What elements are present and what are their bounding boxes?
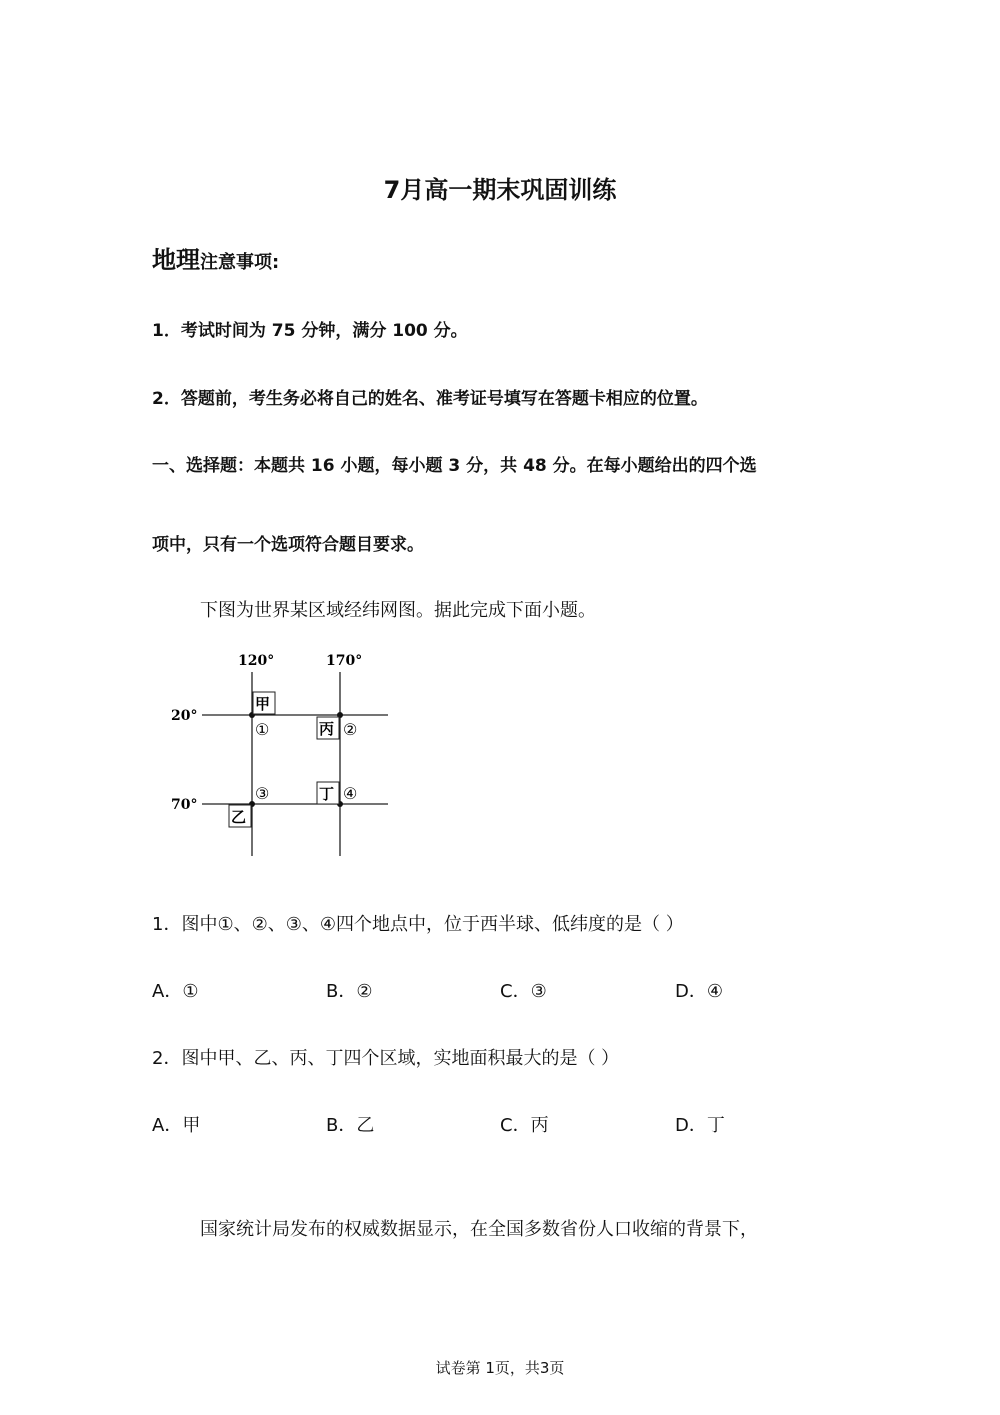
lon-label-170: 170° (326, 653, 363, 669)
q1-option-b: B．② (326, 981, 373, 1002)
q1-option-c: C．③ (500, 981, 547, 1002)
intro-text: 下图为世界某区域经纬网图。据此完成下面小题。 (200, 600, 596, 621)
notice-heading: 注意事项: (200, 252, 280, 273)
page-footer: 试卷第 1页，共3页 (435, 1359, 565, 1377)
question-2-stem: 2．图中甲、乙、丙、丁四个区域，实地面积最大的是（ ） (152, 1048, 620, 1069)
subject-label: 地理 (152, 246, 200, 274)
subject-line (152, 240, 279, 275)
point-3: ③ (255, 784, 270, 803)
region-yi: 乙 (231, 808, 247, 826)
q2-option-a: A．甲 (152, 1115, 201, 1136)
note-1: 1．考试时间为 75 分钟，满分 100 分。 (152, 321, 468, 341)
region-bing: 丙 (319, 720, 335, 738)
q2-option-d: D．丁 (675, 1115, 725, 1136)
q1-option-a: A．① (152, 981, 199, 1002)
question-1-stem: 1．图中①、②、③、④四个地点中，位于西半球、低纬度的是（ ） (152, 914, 684, 935)
point-1: ① (255, 720, 270, 739)
region-jia: 甲 (255, 695, 271, 713)
section-heading-line2: 项中，只有一个选项符合题目要求。 (152, 535, 424, 555)
note-2: 2．答题前，考生务必将自己的姓名、准考证号填写在答题卡相应的位置。 (152, 389, 708, 409)
point-2: ② (343, 720, 358, 739)
lon-label-120: 120° (238, 653, 275, 669)
q2-option-c: C．丙 (500, 1115, 549, 1136)
graticule-map (160, 645, 400, 865)
point-4: ④ (343, 784, 358, 803)
q2-option-b: B．乙 (326, 1115, 375, 1136)
passage-start: 国家统计局发布的权威数据显示，在全国多数省份人口收缩的背景下， (200, 1219, 758, 1240)
lat-label-70: 70° (171, 797, 198, 813)
section-heading-line1: 一、选择题：本题共 16 小题，每小题 3 分，共 48 分。在每小题给出的四个选 (152, 456, 757, 476)
q1-option-d: D．④ (675, 981, 723, 1002)
page-title: 7月高一期末巩固训练 (383, 176, 617, 204)
region-ding: 丁 (319, 785, 335, 803)
lat-label-20: 20° (171, 708, 198, 724)
